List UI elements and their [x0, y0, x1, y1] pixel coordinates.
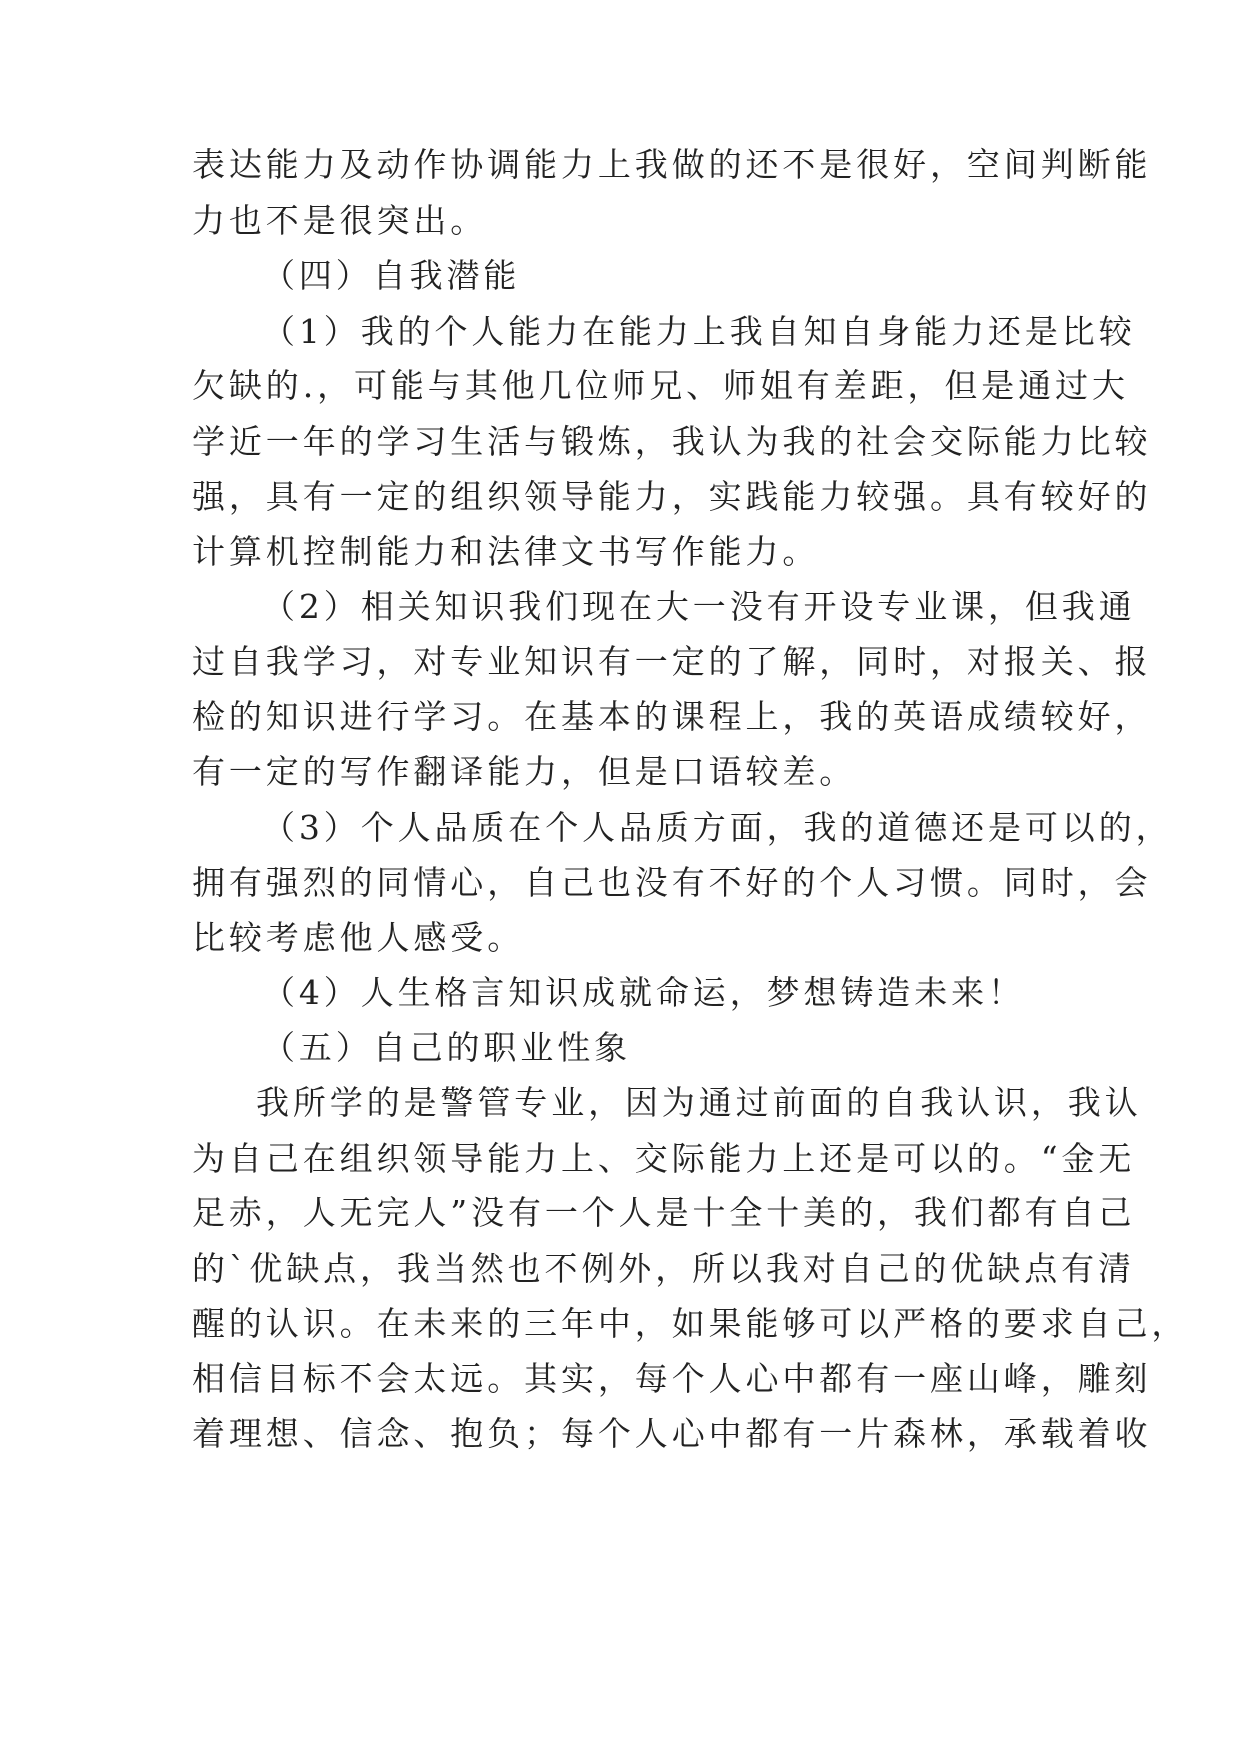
section-heading: （五）自己的职业性象 — [262, 1028, 631, 1067]
text-line: 足赤，人无完人”没有一个人是十全十美的，我们都有自己 — [192, 1193, 1136, 1232]
text-line: 的`优缺点，我当然也不例外，所以我对自己的优缺点有清 — [192, 1249, 1135, 1288]
text-line: 为自己在组织领导能力上、交际能力上还是可以的。“金无 — [192, 1139, 1136, 1178]
text-line: 拥有强烈的同情心，自己也没有不好的个人习惯。同时，会 — [192, 863, 1152, 902]
text-line: 强，具有一定的组织领导能力，实践能力较强。具有较好的 — [192, 477, 1152, 516]
text-line: 计算机控制能力和法律文书写作能力。 — [192, 532, 820, 571]
text-line: 力也不是很突出。 — [192, 201, 488, 240]
text-line: （3）个人品质在个人品质方面，我的道德还是可以的， — [262, 808, 1173, 847]
text-line: （1）我的个人能力在能力上我自知自身能力还是比较 — [262, 312, 1136, 351]
text-line: 比较考虑他人感受。 — [192, 918, 525, 957]
text-line: 相信目标不会太远。其实，每个人心中都有一座山峰，雕刻 — [192, 1359, 1152, 1398]
text-line: 着理想、信念、抱负；每个人心中都有一片森林，承载着收 — [192, 1414, 1152, 1453]
text-line: 欠缺的.，可能与其他几位师兄、师姐有差距，但是通过大 — [192, 366, 1129, 405]
section-heading: （四）自我潜能 — [262, 256, 521, 295]
text-line: 过自我学习，对专业知识有一定的了解，同时，对报关、报 — [192, 642, 1152, 681]
text-line: 有一定的写作翻译能力，但是口语较差。 — [192, 752, 857, 791]
text-line: （2）相关知识我们现在大一没有开设专业课，但我通 — [262, 587, 1136, 626]
text-line: 检的知识进行学习。在基本的课程上，我的英语成绩较好， — [192, 697, 1152, 736]
text-line: 学近一年的学习生活与锻炼，我认为我的社会交际能力比较 — [192, 422, 1152, 461]
text-line: 醒的认识。在未来的三年中，如果能够可以严格的要求自己， — [192, 1304, 1189, 1343]
text-line: 表达能力及动作协调能力上我做的还不是很好，空间判断能 — [192, 145, 1152, 184]
text-line: （4）人生格言知识成就命运，梦想铸造未来！ — [262, 973, 1025, 1012]
text-line: 我所学的是警管专业，因为通过前面的自我认识，我认 — [256, 1083, 1142, 1122]
